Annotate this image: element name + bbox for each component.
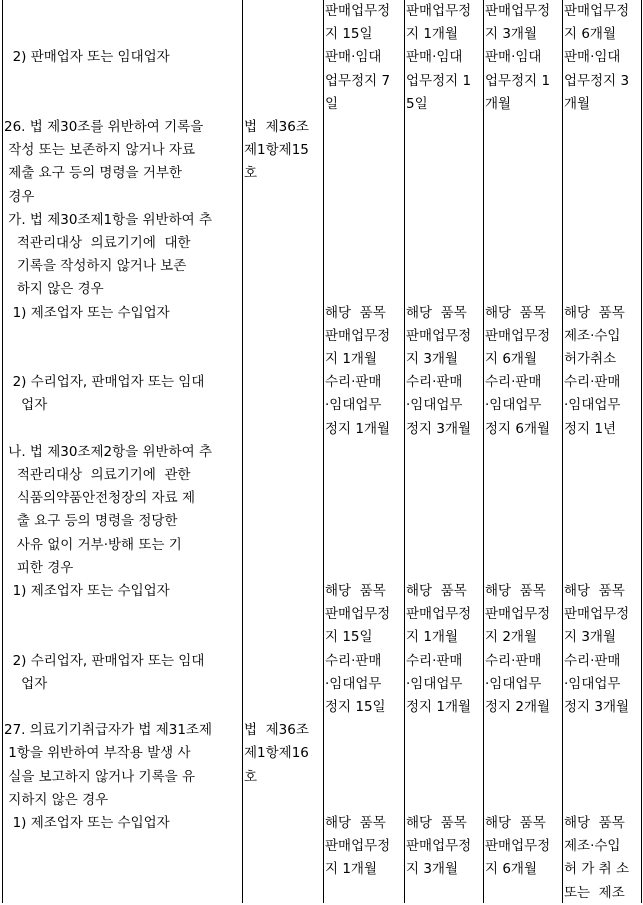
penalty-level-3: 수리·판매 bbox=[485, 652, 542, 669]
violation-text: 업자 bbox=[4, 675, 48, 692]
violation-text: 하지 않은 경우 bbox=[4, 281, 104, 298]
legal-basis-text: 호 bbox=[244, 768, 258, 785]
violation-text: 제출 요구 등의 명령을 거부한 bbox=[4, 165, 182, 182]
penalty-level-4: 개월 bbox=[564, 95, 591, 112]
penalty-level-3: 정지 2개월 bbox=[485, 699, 551, 715]
penalty-level-1: 지 15일 bbox=[325, 629, 373, 646]
penalty-level-2: 정지 3개월 bbox=[406, 420, 472, 437]
penalty-level-1: 업무정지 7 bbox=[325, 72, 391, 89]
penalty-level-2: 판매업무정 bbox=[406, 3, 472, 19]
penalty-level-3: 판매업무정 bbox=[485, 3, 551, 19]
penalty-level-4: ·임대업무 bbox=[564, 397, 621, 414]
violation-text: 작성 또는 보존하지 않거나 자료 bbox=[4, 142, 195, 159]
violation-text: 적관리대상 의료기기에 대한 bbox=[4, 235, 191, 251]
penalty-level-1: 해당 품목 bbox=[325, 304, 386, 321]
violation-text: 1) 제조업자 또는 수입업자 bbox=[4, 583, 170, 599]
penalty-level-4: 판매업무정 bbox=[564, 3, 630, 19]
penalty-level-4: 정지 3개월 bbox=[564, 699, 630, 715]
penalty-level-3: 지 6개월 bbox=[485, 351, 538, 367]
penalty-level-3: 판매·임대 bbox=[485, 49, 542, 66]
column-divider bbox=[483, 0, 484, 903]
penalty-level-1: 해당 품목 bbox=[325, 583, 386, 599]
penalty-level-2: 정지 1개월 bbox=[406, 699, 472, 715]
penalty-level-3: 해당 품목 bbox=[485, 815, 546, 831]
penalty-level-1: ·임대업무 bbox=[325, 675, 382, 692]
penalty-level-3: 해당 품목 bbox=[485, 304, 546, 321]
legal-basis-text: 법 제36조 bbox=[244, 119, 309, 135]
penalty-level-3: 수리·판매 bbox=[485, 374, 542, 391]
penalty-level-4: 판매·임대 bbox=[564, 49, 621, 66]
legal-basis-text: 호 bbox=[244, 165, 258, 182]
penalty-level-4: 업무정지 3 bbox=[564, 72, 630, 89]
violation-text: 지하지 않은 경우 bbox=[4, 791, 109, 808]
penalty-level-4: 수리·판매 bbox=[564, 652, 621, 669]
penalty-level-1: 정지 1개월 bbox=[325, 420, 391, 437]
penalty-level-1: 수리·판매 bbox=[325, 374, 382, 391]
penalty-level-1: 판매업무정 bbox=[325, 3, 391, 19]
penalty-level-3: 판매업무정 bbox=[485, 327, 551, 344]
penalty-level-1: 지 15일 bbox=[325, 26, 373, 43]
violation-text: 27. 의료기기취급자가 법 제31조제 bbox=[4, 722, 213, 739]
penalty-level-1: 수리·판매 bbox=[325, 652, 382, 669]
penalty-level-4: ·임대업무 bbox=[564, 675, 621, 692]
penalty-level-2: 해당 품목 bbox=[406, 304, 467, 321]
penalty-level-2: ·임대업무 bbox=[406, 397, 463, 414]
penalty-level-4: 해당 품목 bbox=[564, 815, 625, 831]
violation-text: 적관리대상 의료기기에 관한 bbox=[4, 467, 191, 483]
legal-basis-text: 제1항제15 bbox=[244, 142, 309, 159]
violation-text: 기록을 작성하지 않거나 보존 bbox=[4, 258, 187, 275]
violation-text: 출 요구 등의 명령을 정당한 bbox=[4, 513, 178, 530]
penalty-level-2: 5일 bbox=[406, 95, 428, 112]
penalty-level-2: 업무정지 1 bbox=[406, 72, 472, 89]
penalty-level-2: 수리·판매 bbox=[406, 374, 463, 391]
penalty-level-1: ·임대업무 bbox=[325, 397, 382, 414]
violation-text: 1) 제조업자 또는 수입업자 bbox=[4, 304, 170, 321]
penalty-level-2: 지 1개월 bbox=[406, 26, 459, 43]
penalty-level-3: 지 6개월 bbox=[485, 861, 538, 878]
column-divider bbox=[242, 0, 243, 903]
penalty-level-3: 개월 bbox=[485, 95, 512, 112]
table-border-left bbox=[2, 0, 3, 903]
violation-text: 2) 판매업자 또는 임대업자 bbox=[4, 49, 170, 66]
penalty-level-1: 해당 품목 bbox=[325, 815, 386, 831]
penalty-level-3: ·임대업무 bbox=[485, 397, 542, 414]
penalty-level-4: 또는 제조 bbox=[564, 884, 625, 901]
penalty-level-2: 해당 품목 bbox=[406, 583, 467, 599]
violation-text: 식품의약품안전청장의 자료 제 bbox=[4, 490, 195, 507]
penalty-level-1: 일 bbox=[325, 95, 339, 112]
penalty-level-3: 판매업무정 bbox=[485, 606, 551, 623]
penalty-level-1: 판매업무정 bbox=[325, 838, 391, 855]
penalty-level-3: ·임대업무 bbox=[485, 675, 542, 692]
violation-text: 가. 법 제30조제1항을 위반하여 추 bbox=[4, 211, 213, 228]
table-border-right bbox=[641, 0, 642, 903]
violation-text: 업자 bbox=[4, 397, 48, 414]
penalty-level-3: 해당 품목 bbox=[485, 583, 546, 599]
violation-text: 26. 법 제30조를 위반하여 기록을 bbox=[4, 119, 204, 135]
violation-text: 나. 법 제30조제2항을 위반하여 추 bbox=[4, 443, 213, 460]
penalty-level-2: 지 3개월 bbox=[406, 351, 459, 367]
penalty-level-2: 해당 품목 bbox=[406, 815, 467, 831]
legal-basis-text: 법 제36조 bbox=[244, 722, 309, 739]
column-divider bbox=[404, 0, 405, 903]
penalty-level-1: 판매·임대 bbox=[325, 49, 382, 66]
violation-text: 1항을 위반하여 부작용 발생 사 bbox=[4, 745, 191, 762]
penalty-level-4: 정지 1년 bbox=[564, 420, 617, 437]
penalty-level-4: 제조·수입 bbox=[564, 838, 621, 855]
penalty-level-4: 제조·수입 bbox=[564, 327, 621, 344]
penalty-level-1: 판매업무정 bbox=[325, 327, 391, 344]
penalty-level-1: 지 1개월 bbox=[325, 351, 378, 367]
penalty-level-3: 판매업무정 bbox=[485, 838, 551, 855]
penalty-level-1: 지 1개월 bbox=[325, 861, 378, 878]
violation-text: 2) 수리업자, 판매업자 또는 임대 bbox=[4, 652, 205, 669]
violation-text: 사유 없이 거부·방해 또는 기 bbox=[4, 536, 182, 553]
penalty-level-2: 판매업무정 bbox=[406, 606, 472, 623]
violation-text: 1) 제조업자 또는 수입업자 bbox=[4, 815, 170, 831]
penalty-level-2: 판매업무정 bbox=[406, 327, 472, 344]
violation-text: 피한 경우 bbox=[4, 559, 74, 576]
penalty-level-4: 지 6개월 bbox=[564, 26, 617, 43]
penalty-level-2: ·임대업무 bbox=[406, 675, 463, 692]
violation-text: 실을 보고하지 않거나 기록을 유 bbox=[4, 768, 195, 785]
penalty-level-3: 정지 6개월 bbox=[485, 420, 551, 437]
violation-text: 2) 수리업자, 판매업자 또는 임대 bbox=[4, 374, 205, 391]
penalty-level-4: 허 가 취 소 bbox=[564, 861, 630, 878]
column-divider bbox=[323, 0, 324, 903]
violation-text: 경우 bbox=[4, 188, 35, 205]
penalty-level-4: 수리·판매 bbox=[564, 374, 621, 391]
penalty-level-1: 판매업무정 bbox=[325, 606, 391, 623]
penalty-level-3: 지 2개월 bbox=[485, 629, 538, 646]
penalty-level-2: 지 3개월 bbox=[406, 861, 459, 878]
column-divider bbox=[562, 0, 563, 903]
penalty-level-4: 해당 품목 bbox=[564, 304, 625, 321]
penalty-level-4: 허가취소 bbox=[564, 351, 617, 367]
penalty-level-4: 판매업무정 bbox=[564, 606, 630, 623]
penalty-level-4: 해당 품목 bbox=[564, 583, 625, 599]
penalty-level-2: 수리·판매 bbox=[406, 652, 463, 669]
penalty-level-2: 판매업무정 bbox=[406, 838, 472, 855]
penalty-level-3: 지 3개월 bbox=[485, 26, 538, 43]
penalty-level-2: 지 1개월 bbox=[406, 629, 459, 646]
penalty-level-2: 판매·임대 bbox=[406, 49, 463, 66]
penalty-level-4: 지 3개월 bbox=[564, 629, 617, 646]
penalty-level-1: 정지 15일 bbox=[325, 699, 386, 715]
penalty-level-3: 업무정지 1 bbox=[485, 72, 551, 89]
legal-basis-text: 제1항제16 bbox=[244, 745, 309, 762]
